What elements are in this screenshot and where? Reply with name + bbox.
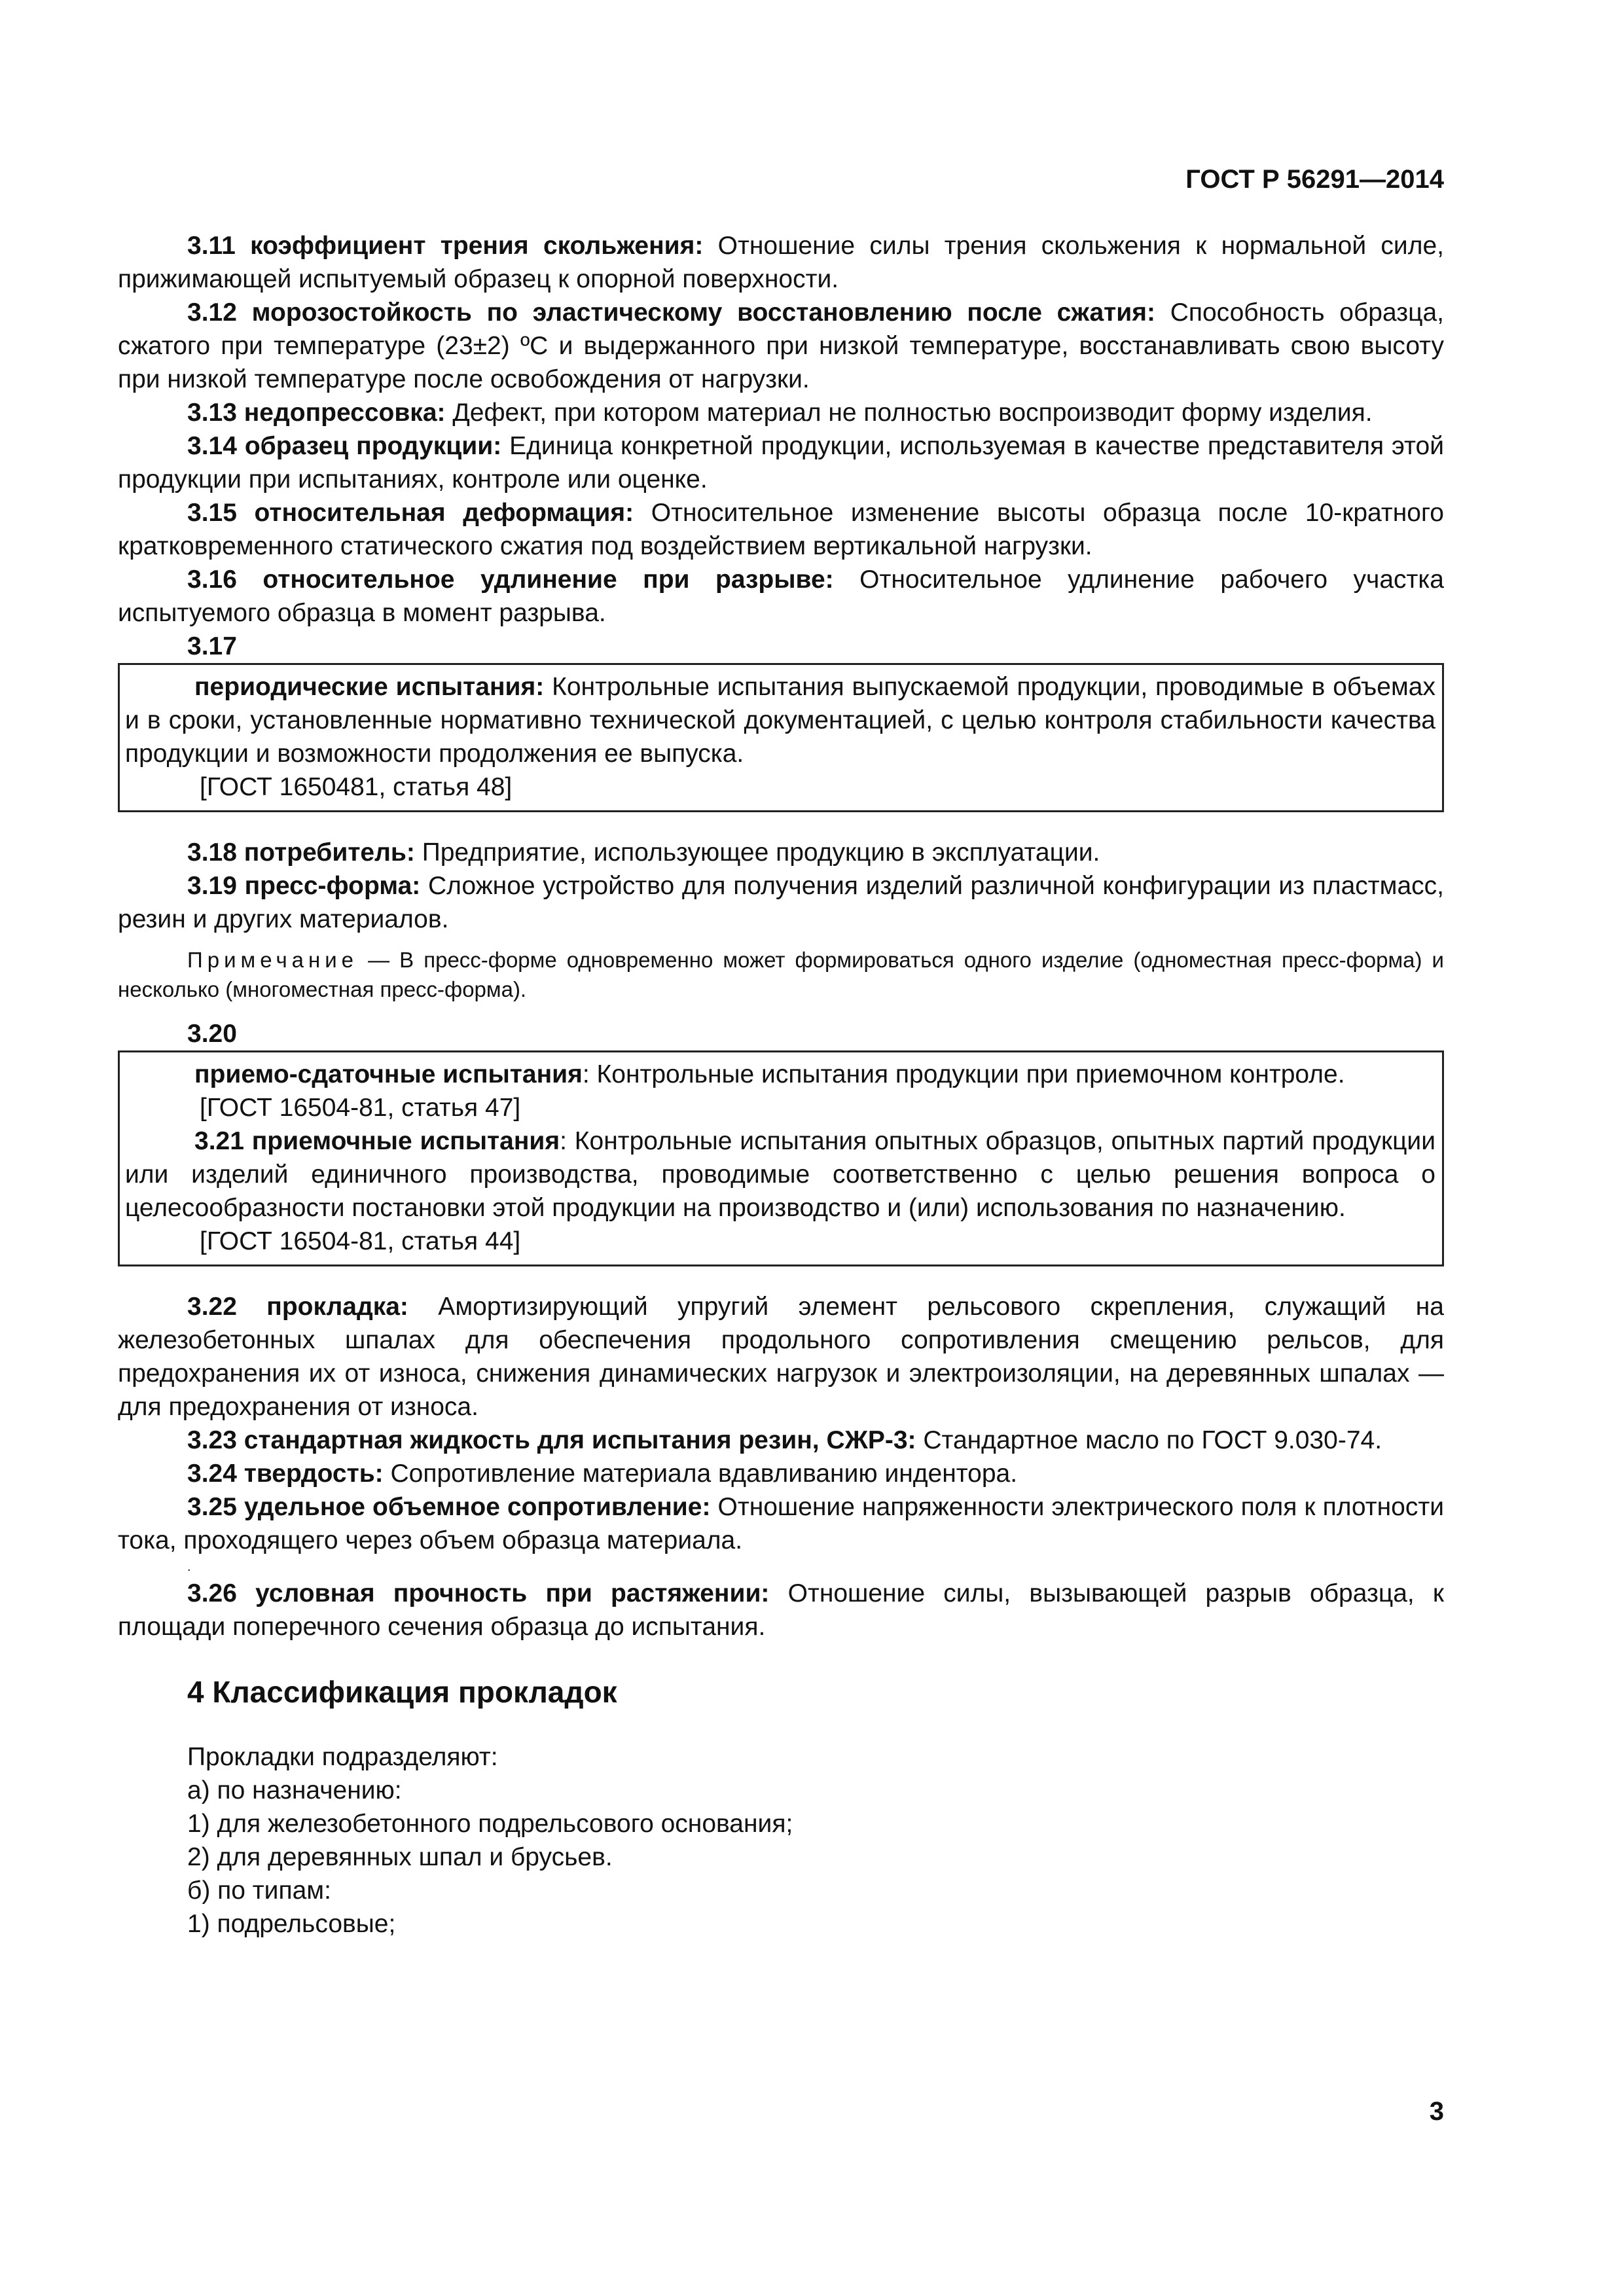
term-name: твердость:: [244, 1460, 384, 1488]
term-name: морозостойкость по эластическому восстановлению после сжатия:: [251, 298, 1155, 327]
quoted-term-box-3-20-3-21: [118, 1050, 1444, 1266]
term-3-14: [118, 429, 1444, 496]
term-name: приемо-сдаточные испытания: [194, 1060, 583, 1088]
term-definition: Отношение силы, вызывающей разрыв образца, к площади поперечного сечения образца до испытания.: [118, 1579, 1444, 1641]
term-definition: Амортизирующий упругий элемент рельсового скрепления, служащий на железобетонных шпалах для обеспечения продольного сопротивления смещению рельсов, для предохранения их от износа, снижения динамических нагрузок и электроизоляции, на деревянных шпалах — для предохранения от износа.: [118, 1293, 1444, 1421]
term-3-20: [125, 1058, 1435, 1091]
term-number: 3.25: [187, 1493, 237, 1521]
spacer: [118, 1266, 1444, 1290]
term-number: 3.13: [187, 399, 237, 427]
term-name: приемочные испытания: [251, 1127, 560, 1155]
term-definition: Относительное удлинение рабочего участка испытуемого образца в момент разрыва.: [118, 565, 1444, 627]
term-3-21: [125, 1124, 1435, 1225]
term-3-25: [118, 1490, 1444, 1557]
term-definition: Отношение силы трения скольжения к нормальной силе, прижимающей испытуемый образец к опорной поверхности.: [118, 232, 1444, 293]
source-reference: [ГОСТ 16504-81, статья 44]: [200, 1227, 521, 1255]
term-definition: Сложное устройство для получения изделий различной конфигурации из пластмасс, резин и других материалов.: [118, 872, 1444, 933]
term-name: условная прочность при растяжении:: [255, 1579, 770, 1607]
term-3-19: [118, 869, 1444, 936]
term-number: 3.21: [194, 1127, 244, 1155]
term-3-17-number: 3.17: [187, 632, 237, 660]
term-name: прокладка:: [266, 1293, 408, 1321]
term-3-11: [118, 229, 1444, 296]
term-name: недопрессовка:: [244, 399, 446, 427]
term-number: 3.16: [187, 565, 237, 594]
term-3-16: [118, 563, 1444, 630]
spacer: [118, 936, 1444, 945]
quoted-term-box-3-17: [118, 663, 1444, 812]
list-item: 2) для деревянных шпал и брусьев.: [187, 1843, 613, 1871]
term-number: 3.24: [187, 1460, 237, 1488]
term-definition: Контрольные испытания выпускаемой продукции, проводимые в объемах и в сроки, установленные нормативно технической документацией, с целью контроля стабильности качества продукции и возможности продолжения ее выпуска.: [125, 673, 1435, 768]
term-number: 3.11: [187, 232, 236, 260]
source-reference: [ГОСТ 1650481, статья 48]: [200, 773, 513, 801]
term-3-22: [118, 1290, 1444, 1424]
section-heading: 4 Классификация прокладок: [187, 1675, 617, 1709]
spacer: [118, 812, 1444, 836]
term-number: 3.14: [187, 432, 237, 460]
page-body: [118, 229, 1444, 1941]
term-name: стандартная жидкость для испытания резин, СЖР-3:: [244, 1426, 916, 1454]
term-definition: Единица конкретной продукции, используемая в качестве представителя этой продукции при испытаниях, контроле или оценке.: [118, 432, 1444, 493]
term-name: коэффициент трения скольжения:: [250, 232, 704, 260]
term-number: 3.22: [187, 1293, 237, 1321]
term-name: образец продукции:: [244, 432, 502, 460]
list-item: б) по типам:: [187, 1876, 331, 1905]
document-code-header: ГОСТ Р 56291—2014: [1185, 165, 1444, 194]
list-item: 1) для железобетонного подрельсового основания;: [187, 1810, 793, 1838]
term-3-26: [118, 1577, 1444, 1643]
term-definition: : Контрольные испытания продукции при приемочном контроле.: [582, 1060, 1345, 1088]
term-name: периодические испытания:: [194, 673, 545, 701]
spacer: [118, 1643, 1444, 1672]
term-number: 3.12: [187, 298, 237, 327]
term-name: относительное удлинение при разрыве:: [262, 565, 834, 594]
term-number: 3.26: [187, 1579, 237, 1607]
term-name: удельное объемное сопротивление:: [244, 1493, 711, 1521]
term-definition: Стандартное масло по ГОСТ 9.030-74.: [916, 1426, 1382, 1454]
source-reference: [ГОСТ 16504-81, статья 47]: [200, 1094, 521, 1122]
term-3-20-number: 3.20: [187, 1020, 237, 1048]
term-number: 3.19: [187, 872, 237, 900]
term-3-24: [118, 1457, 1444, 1490]
stray-dot: .: [187, 1560, 191, 1574]
term-number: 3.15: [187, 499, 237, 527]
term-3-17: [125, 670, 1435, 770]
list-item: Прокладки подразделяют:: [187, 1743, 498, 1771]
term-definition: : Контрольные испытания опытных образцов, опытных партий продукции или изделий единичного производства, проводимые соответственно с целью решения вопроса о целесообразности постановки этой продукции на производство и (или) использования по назначению.: [125, 1127, 1435, 1222]
term-number: 3.23: [187, 1426, 237, 1454]
term-number: 3.18: [187, 838, 237, 867]
term-name: пресс-форма:: [244, 872, 421, 900]
term-definition: Отношение напряженности электрического поля к плотности тока, проходящего через объем образца материала.: [118, 1493, 1444, 1554]
note-text: — В пресс-форме одновременно может формироваться одного изделие (одноместная пресс-форма) и несколько (многоместная пресс-форма).: [118, 948, 1444, 1001]
term-name: потребитель:: [244, 838, 415, 867]
term-3-18: [118, 836, 1444, 869]
term-definition: Предприятие, использующее продукцию в эксплуатации.: [414, 838, 1100, 867]
term-definition: Сопротивление материала вдавливанию индентора.: [383, 1460, 1018, 1488]
list-item: а) по назначению:: [187, 1776, 402, 1804]
term-definition: Дефект, при котором материал не полностью воспроизводит форму изделия.: [445, 399, 1373, 427]
term-3-13: [118, 396, 1444, 429]
term-3-15: [118, 496, 1444, 563]
spacer: [118, 1712, 1444, 1740]
term-3-12: [118, 296, 1444, 396]
term-definition: Способность образца, сжатого при температуре (23±2) ºС и выдержанного при низкой температуре, восстанавливать свою высоту при низкой температуре после освобождения от нагрузки.: [118, 298, 1444, 393]
page-number: 3: [1429, 2097, 1444, 2126]
term-3-23: [118, 1424, 1444, 1457]
term-definition: Относительное изменение высоты образца после 10-кратного кратковременного статического сжатия под воздействием вертикальной нагрузки.: [118, 499, 1444, 560]
term-name: относительная деформация:: [254, 499, 634, 527]
spacer: [118, 1004, 1444, 1017]
list-item: 1) подрельсовые;: [187, 1910, 396, 1938]
note-paragraph: [118, 945, 1444, 1004]
note-label: Примечание: [187, 948, 359, 972]
